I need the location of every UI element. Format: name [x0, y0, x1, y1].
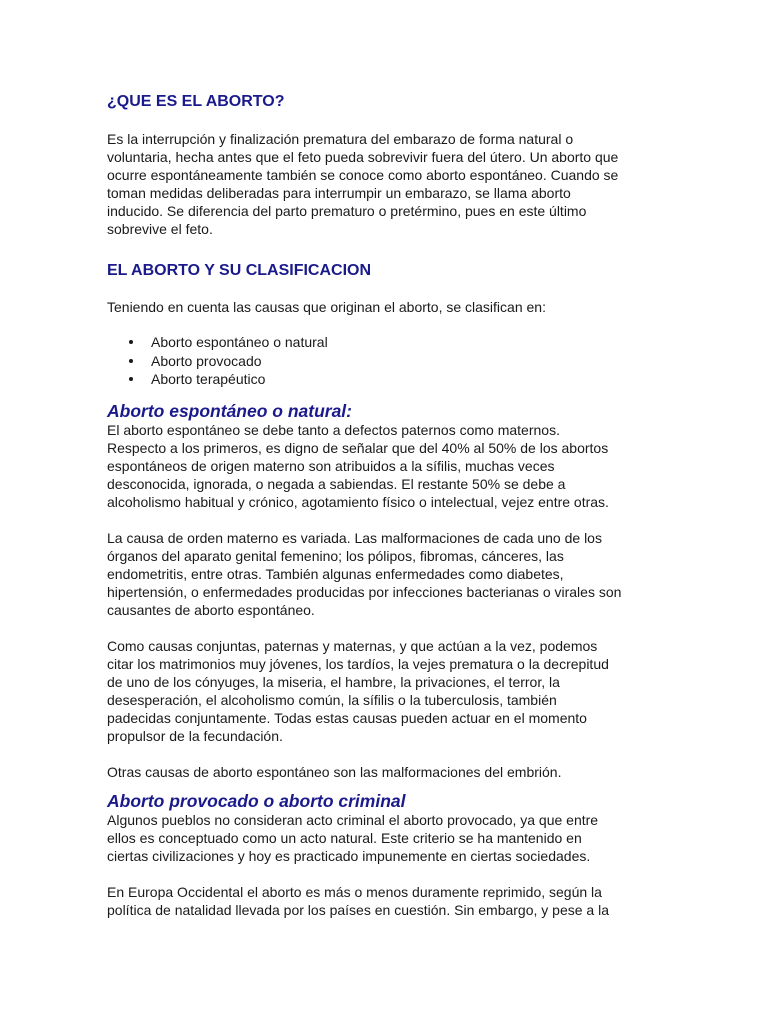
- paragraph-espontaneo-3: Como causas conjuntas, paternas y maternas, y que actúan a la vez, podemos citar los matrimonios muy jóvenes, los tardíos, la vejes prematura o la decrepitud de uno de los cónyuges, la miseria, el hambre, la privaciones, el terror, la desesperación, el alcoholismo común, la sífilis o la tuberculosis, también padecidas conjuntamente. Todas estas causas pueden actuar en el momento propulsor de la fecundación.: [107, 637, 609, 744]
- paragraph-clasificacion-intro: Teniendo en cuenta las causas que originan el aborto, se clasifican en:: [107, 299, 546, 315]
- paragraph-provocado-2: En Europa Occidental el aborto es más o menos duramente reprimido, según la política de natalidad llevada por los países en cuestión. Sin embargo, y pese a la: [107, 883, 609, 918]
- heading-clasificacion: EL ABORTO Y SU CLASIFICACION: [107, 262, 372, 279]
- paragraph-definition: Es la interrupción y finalización prematura del embarazo de forma natural o voluntaria, hecha antes que el feto pueda sobrevivir fuera del útero. Un aborto que ocurre espontáneamente también se conoce como aborto espontáneo. Cuando se toman medidas deliberadas para interrumpir un embarazo, se llama aborto inducido. Se diferencia del parto prematuro o pretérmino, pues en este último sobrevive el feto.: [107, 131, 619, 237]
- list-item: Aborto provocado: [151, 352, 667, 371]
- heading-aborto-espontaneo: Aborto espontáneo o natural:: [107, 400, 352, 421]
- paragraph-provocado-1: Algunos pueblos no consideran acto criminal el aborto provocado, ya que entre ellos es conceptuado como un acto natural. Este criterio se ha mantenido en ciertas civilizaciones y hoy es practicado impunemente en ciertas sociedades.: [107, 811, 599, 864]
- list-item: Aborto terapéutico: [151, 370, 667, 389]
- paragraph-espontaneo-2: La causa de orden materno es variada. Las malformaciones de cada uno de los órganos del aparato genital femenino; los pólipos, fibromas, cánceres, las endometritis, entre otras. También algunas enfermedades como diabetes, hipertensión, o enfermedades producidas por infecciones bacterianas o virales son causantes de aborto espontáneo.: [107, 529, 622, 618]
- classification-list: [107, 333, 667, 389]
- document-page: [107, 92, 667, 919]
- paragraph-espontaneo-4: Otras causas de aborto espontáneo son las malformaciones del embrión.: [107, 763, 562, 780]
- list-item: Aborto espontáneo o natural: [151, 333, 667, 352]
- heading-aborto-provocado: Aborto provocado o aborto criminal: [107, 790, 406, 811]
- paragraph-espontaneo-1: El aborto espontáneo se debe tanto a defectos paternos como maternos. Respecto a los primeros, es digno de señalar que del 40% al 50% de los abortos espontáneos de origen materno son atribuidos a la sífilis, muchas veces desconocida, ignorada, o negada a sabiendas. El restante 50% se debe a alcoholismo habitual y crónico, agotamiento físico o intelectual, vejez entre otras.: [107, 421, 609, 510]
- heading-que-es-el-aborto: ¿QUE ES EL ABORTO?: [107, 93, 285, 110]
